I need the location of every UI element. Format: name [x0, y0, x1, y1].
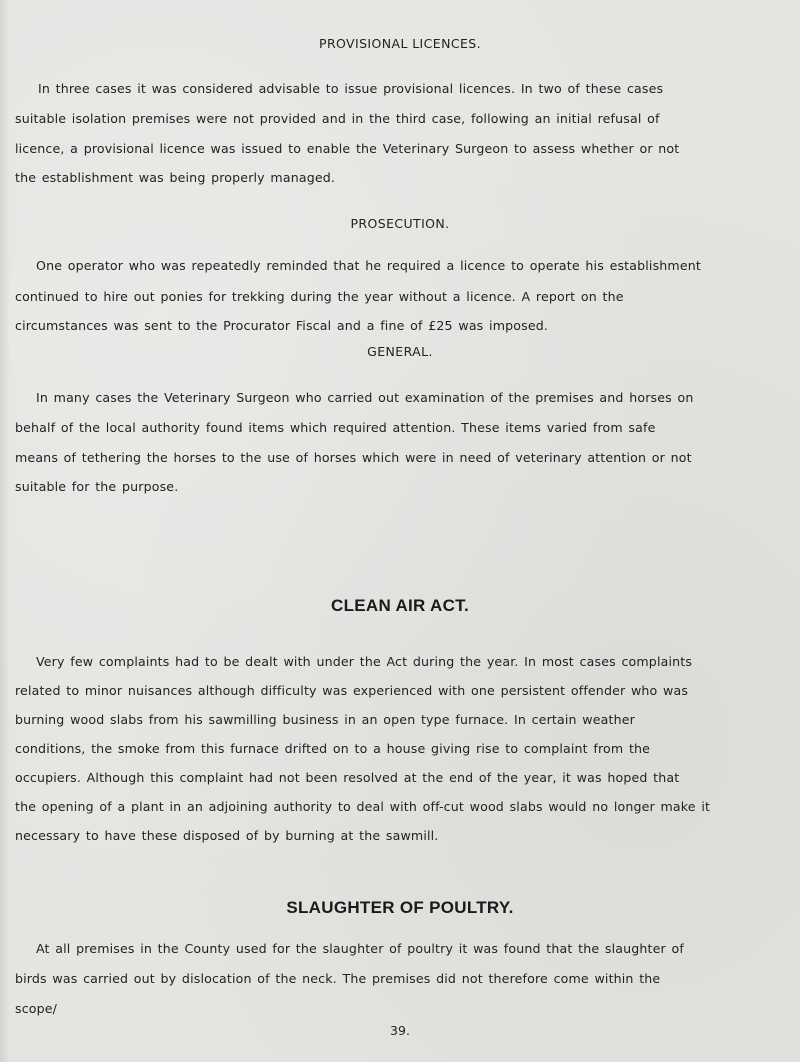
heading-slaughter-of-poultry: SLAUGHTER OF POULTRY. [286, 898, 514, 917]
heading-prosecution: PROSECUTION. [350, 216, 450, 231]
paragraph-line: the establishment was being properly managed. [15, 170, 336, 185]
paragraph-line: burning wood slabs from his sawmilling business in an open type furnace. In certain weather [15, 712, 635, 727]
paragraph-line: In three cases it was considered advisable to issue provisional licences. In two of these cases [38, 81, 664, 96]
paragraph-line: scope/ [15, 1001, 58, 1016]
paragraph-line: behalf of the local authority found items which required attention. These items varied from safe [15, 420, 656, 435]
paragraph-line: At all premises in the County used for the slaughter of poultry it was found that the slaughter of [36, 941, 684, 956]
paragraph-line: licence, a provisional licence was issued to enable the Veterinary Surgeon to assess whether or not [15, 141, 680, 156]
paragraph-line: necessary to have these disposed of by burning at the sawmill. [15, 828, 439, 843]
paragraph-line: In many cases the Veterinary Surgeon who carried out examination of the premises and horses on [36, 390, 694, 405]
paragraph-line: the opening of a plant in an adjoining authority to deal with off-cut wood slabs would no longer make it [15, 799, 711, 814]
paragraph-line: occupiers. Although this complaint had not been resolved at the end of the year, it was hoped that [15, 770, 680, 785]
page-number: 39. [390, 1023, 410, 1038]
heading-clean-air-act: CLEAN AIR ACT. [331, 596, 469, 615]
paragraph-line: suitable isolation premises were not provided and in the third case, following an initial refusal of [15, 111, 660, 126]
paragraph-line: circumstances was sent to the Procurator Fiscal and a fine of £25 was imposed. [15, 318, 549, 333]
paragraph-line: Very few complaints had to be dealt with under the Act during the year. In most cases complaints [36, 654, 693, 669]
paragraph-line: continued to hire out ponies for trekking during the year without a licence. A report on the [15, 289, 624, 304]
paragraph-line: means of tethering the horses to the use of horses which were in need of veterinary attention or not [15, 450, 692, 465]
paragraph-line: suitable for the purpose. [15, 479, 179, 494]
paragraph-line: related to minor nuisances although difficulty was experienced with one persistent offender who was [15, 683, 689, 698]
heading-provisional-licences: PROVISIONAL LICENCES. [319, 36, 481, 51]
paragraph-line: One operator who was repeatedly reminded that he required a licence to operate his establishment [36, 258, 701, 273]
heading-general: GENERAL. [367, 344, 433, 359]
paragraph-line: conditions, the smoke from this furnace drifted on to a house giving rise to complaint from the [15, 741, 651, 756]
paragraph-line: birds was carried out by dislocation of the neck. The premises did not therefore come within the [15, 971, 661, 986]
